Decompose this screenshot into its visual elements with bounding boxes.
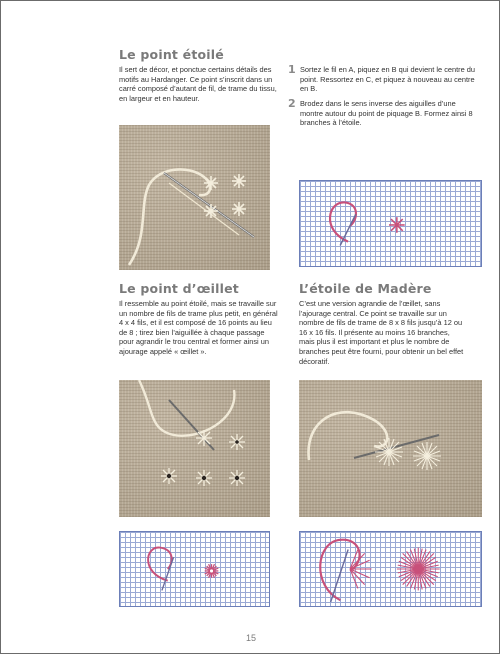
section-title-point-etoile: Le point étoilé — [119, 47, 224, 62]
step-text: Brodez dans le sens inverse des aiguilles d’une montre autour du point de piquage B. Formez ainsi 8 branches à l’étoile. — [300, 99, 473, 128]
diagram-star-stitch — [299, 180, 482, 267]
step-number: 2 — [288, 97, 296, 110]
step-number: 1 — [288, 63, 296, 76]
madeira-star-illustration — [299, 380, 482, 517]
section-text-point-etoile: Il sert de décor, et ponctue certains détails des motifs au Hardanger. Ce point s’inscrit dans un carré composé d’autant de fil, de trame du tissu, en largeur et en hauteur. — [119, 65, 277, 103]
star-stitch-illustration — [119, 125, 270, 270]
photo-eyelet-stitch — [119, 380, 270, 517]
section-text-etoile-madere: C’est une version agrandie de l’œillet, sans l’ajourage central. Ce point se travaille sur un nombre de fils de trame de 8 x 8 fils jusqu’à 12 ou 16 x 16 fils. Il présente au moins 16 branches, mais plus il est important et plus le nombre de branches peut être fourni, pour obtenir un bel effet décoratif. — [299, 299, 464, 366]
page-number: 15 — [245, 633, 256, 643]
eyelet-stitch-diagram — [120, 532, 269, 606]
step-text: Sortez le fil en A, piquez en B qui devient le centre du point. Ressortez en C, et piquez à nouveau au centre en B. — [300, 65, 476, 94]
diagram-eyelet-stitch — [119, 531, 270, 607]
madeira-star-diagram — [300, 532, 481, 606]
star-stitch-diagram — [300, 181, 481, 266]
section-title-point-oeillet: Le point d’œillet — [119, 281, 239, 296]
photo-madeira-star — [299, 380, 482, 517]
section-title-etoile-madere: L’étoile de Madère — [299, 281, 432, 296]
eyelet-stitch-illustration — [119, 380, 270, 517]
photo-star-stitch — [119, 125, 270, 270]
section-text-point-oeillet: Il ressemble au point étoilé, mais se travaille sur un nombre de fils de trame plus petit, en général 4 x 4 fils, et il est composé de 16 points au lieu de 8 ; tirez bien l’aiguillée à chaque passage pour agrandir le trou central et former ainsi un ajourage appelé « œillet ». — [119, 299, 278, 356]
diagram-madeira-star — [299, 531, 482, 607]
